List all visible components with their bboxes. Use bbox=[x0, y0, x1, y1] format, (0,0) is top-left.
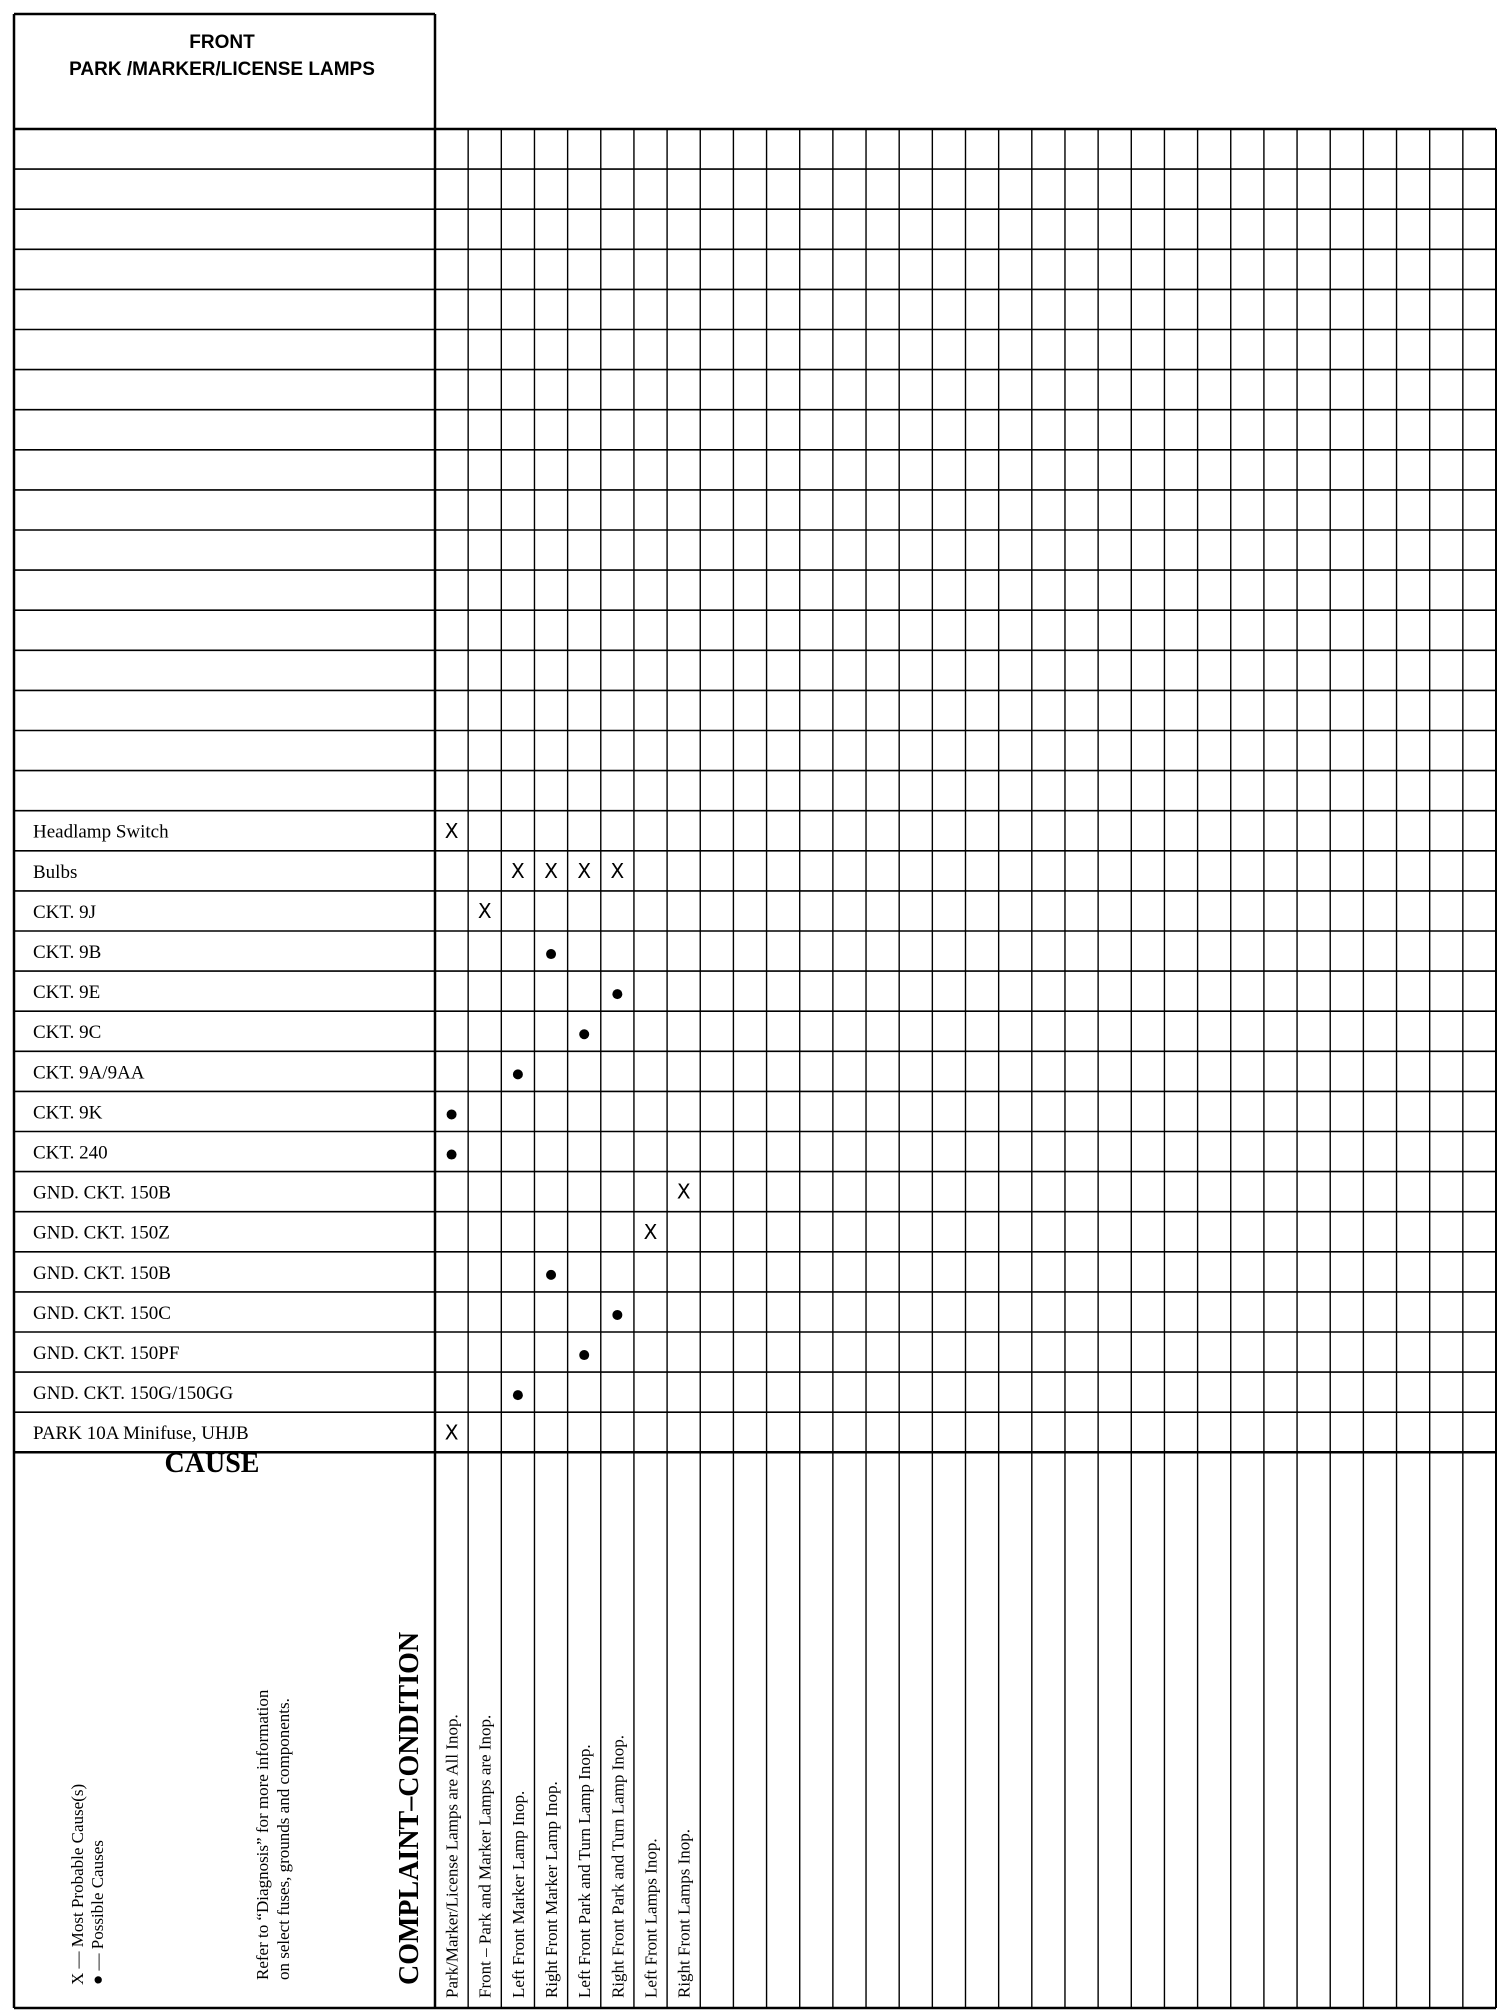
most-probable-mark: X bbox=[610, 858, 625, 883]
title-line-2: PARK /MARKER/LICENSE LAMPS bbox=[69, 59, 375, 80]
possible-cause-mark bbox=[579, 1350, 589, 1360]
most-probable-mark: X bbox=[444, 1420, 459, 1445]
cause-label: CKT. 9E bbox=[33, 982, 101, 1004]
possible-cause-mark bbox=[546, 1270, 556, 1280]
cause-label: PARK 10A Minifuse, UHJB bbox=[33, 1423, 249, 1445]
condition-label: Left Front Marker Lamp Inop. bbox=[508, 1790, 528, 1998]
cause-label: CKT. 9C bbox=[33, 1022, 102, 1044]
possible-cause-mark bbox=[612, 989, 622, 999]
note-line-1: Refer to “Diagnosis” for more information bbox=[253, 1689, 272, 1980]
cause-heading: CAUSE bbox=[164, 1448, 260, 1479]
condition-label: Front – Park and Marker Lamps are Inop. bbox=[475, 1714, 495, 1998]
cause-label: GND. CKT. 150Z bbox=[33, 1222, 170, 1244]
cause-label: Headlamp Switch bbox=[33, 821, 169, 843]
most-probable-mark: X bbox=[676, 1179, 691, 1204]
title-box bbox=[69, 32, 375, 80]
title-line-1: FRONT bbox=[189, 32, 255, 53]
most-probable-mark: X bbox=[444, 818, 459, 843]
condition-label: Park/Marker/License Lamps are All Inop. bbox=[442, 1714, 462, 1998]
cause-label: GND. CKT. 150G/150GG bbox=[33, 1383, 234, 1405]
cause-label: GND. CKT. 150B bbox=[33, 1182, 171, 1204]
possible-cause-mark bbox=[513, 1069, 523, 1079]
condition-label: Left Front Park and Turn Lamp Inop. bbox=[575, 1744, 595, 1998]
cause-label: GND. CKT. 150PF bbox=[33, 1343, 180, 1364]
legend-x: X — Most Probable Cause(s) bbox=[68, 1783, 87, 1985]
most-probable-mark: X bbox=[477, 898, 492, 923]
legend-area bbox=[68, 1448, 425, 1985]
chart-grid bbox=[14, 14, 1496, 2008]
condition-label: Right Front Park and Turn Lamp Inop. bbox=[608, 1734, 628, 1998]
possible-cause-mark bbox=[612, 1310, 622, 1320]
condition-label: Right Front Marker Lamp Inop. bbox=[542, 1781, 562, 1998]
possible-cause-mark bbox=[447, 1109, 457, 1119]
most-probable-mark: X bbox=[511, 858, 525, 883]
note-line-2: on select fuses, grounds and components. bbox=[274, 1698, 293, 1980]
cause-label: CKT. 9K bbox=[33, 1102, 103, 1124]
most-probable-mark: X bbox=[577, 858, 592, 883]
cause-label: CKT. 9A/9AA bbox=[33, 1062, 145, 1084]
legend-dot: ● — Possible Causes bbox=[88, 1840, 107, 1985]
condition-label: Right Front Lamps Inop. bbox=[674, 1828, 694, 1998]
cause-label: Bulbs bbox=[33, 861, 78, 883]
cause-label: CKT. 240 bbox=[33, 1142, 108, 1164]
cause-label: GND. CKT. 150B bbox=[33, 1262, 171, 1284]
most-probable-mark: X bbox=[544, 858, 558, 883]
cause-label: CKT. 9B bbox=[33, 942, 102, 963]
cause-label: GND. CKT. 150C bbox=[33, 1302, 171, 1324]
complaint-condition-heading: COMPLAINT–CONDITION bbox=[394, 1631, 425, 1985]
possible-cause-mark bbox=[546, 949, 556, 959]
possible-cause-mark bbox=[513, 1390, 523, 1400]
condition-label: Left Front Lamps Inop. bbox=[641, 1838, 661, 1998]
cause-label: CKT. 9J bbox=[33, 901, 96, 923]
possible-cause-mark bbox=[447, 1150, 457, 1160]
most-probable-mark: X bbox=[643, 1219, 658, 1244]
possible-cause-mark bbox=[579, 1029, 589, 1039]
cause-labels bbox=[33, 822, 249, 1444]
